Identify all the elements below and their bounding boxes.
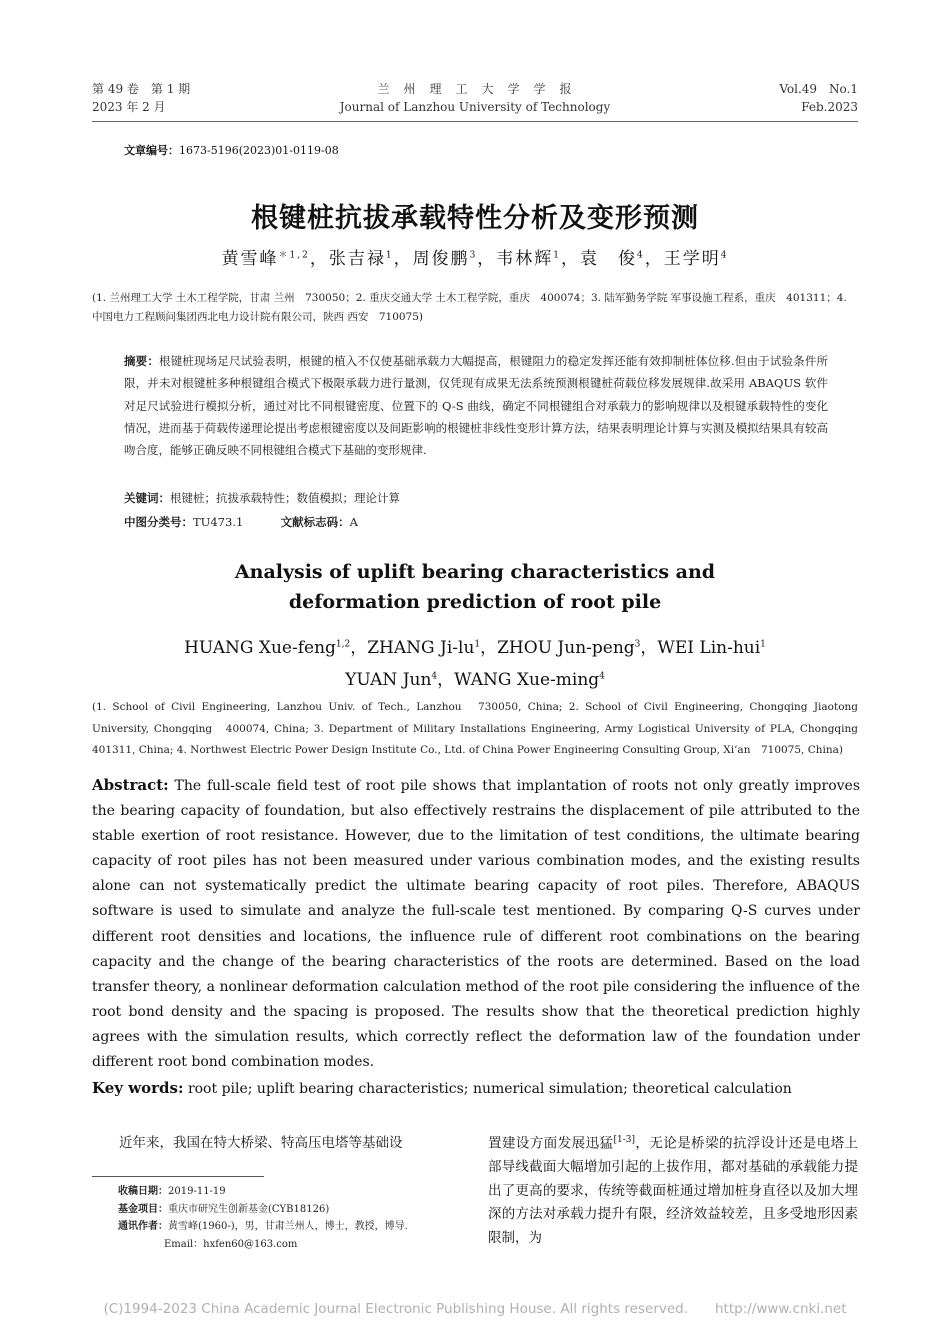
header-right (779, 80, 858, 116)
keywords-cn: 关键词：根键桩；抗拔承载特性；数值模拟；理论计算 (124, 491, 400, 505)
cn-author: 袁 俊$^4$， (580, 249, 664, 269)
cn-author: 王学明$^4$ (663, 249, 729, 269)
en-author: HUANG Xue-feng$^{1,2}$， (184, 637, 368, 658)
en-author: ZHOU Jun-peng$^3$， (497, 637, 658, 658)
keywords-en: Key words: root pile; uplift bearing characteristics; numerical simulation; theoretical calculation (92, 1079, 792, 1097)
en-author: WANG Xue-ming$^4$ (454, 670, 605, 691)
cn-author: 张吉禄$^1$， (328, 249, 413, 269)
title-en: Analysis of uplift bearing characteristics and deformation prediction of root pile (234, 561, 716, 613)
received-date: 收稿日期：2019-11-19 (118, 1186, 226, 1197)
citation[interactable]: [1-3] (613, 1135, 635, 1145)
author-email[interactable]: Email：hxfen60@163.com (164, 1238, 298, 1250)
article-number: 文章编号：1673-5196(2023)01-0119-08 (124, 144, 339, 157)
abstract-en: Abstract: The full-scale field test of root pile shows that implantation of roots not only greatly improves the bearing capacity of foundation, but also effectively restrains the displacement of pile attributed to the stable exertion of root resistance. However, due to the limitation of test conditions, the ultimate bearing capacity of root piles has not been measured under various combination modes, and the existing results alone can not systematically predict the ultimate bearing capacity of root piles. Therefore, ABAQUS software is used to simulate and analyze the full-scale test mentioned. By comparing Q-S curves under different root densities and locations, the influence rule of different root combinations on the bearing capacity and the change of the bearing characteristics of the roots are determined. Based on the load transfer theory, a nonlinear deformation calculation method of the root pile considering the influence of the root bond density and the spacing is proposed. The results show that the theoretical prediction highly agrees with the simulation results, which correctly reflect the deformation law of the foundation under different root bond combination modes. (92, 776, 860, 1071)
authors-cn (0, 244, 950, 269)
copyright-notice: (C)1994-2023 China Academic Journal Electronic Publishing House. All rights reserved. http://www.cnki.net (103, 1301, 847, 1317)
volume-issue: 第 49 卷 第 1 期 (92, 82, 191, 96)
cn-author: 黄雪峰$^{*1,2}$， (221, 249, 329, 269)
journal-name-cn: 兰 州 理 工 大 学 学 报 (377, 82, 573, 96)
abstract-cn: 摘要：根键桩现场足尺试验表明，根键的植入不仅使基础承载力大幅提高，根键阻力的稳定发挥还能有效抑制桩体位移.但由于试验条件所限，并未对根键桩多种根键组合模式下极限承载力进行量测，仅凭现有成果无法系统预测根键桩荷载位移发展规律.故采用 ABAQUS 软件对足尺试验进行模拟分析，通过对比不同根键密度、位置下的 Q-S 曲线，确定不同根键组合对承载力的影响规律以及根键承载特性的变化情况，进而基于荷载传递理论提出考虑根键密度以及间距影响的根键桩非线性变形计算方法，结果表明理论计算与实测及模拟结果具有较高吻合度，能够正确反映不同根键组合模式下基础的变形规律. (124, 354, 829, 458)
fund: 基金项目：重庆市研究生创新基金(CYB18126) (118, 1203, 330, 1215)
affiliations-cn: (1. 兰州理工大学 土木工程学院，甘肃 兰州 730050；2. 重庆交通大学 土木工程学院，重庆 400074；3. 陆军勤务学院 军事设施工程系，重庆 401311；4. 中国电力工程顾问集团西北电力设计院有限公司，陕西 西安 710075) (92, 292, 847, 323)
cn-author: 周俊鹏$^3$， (412, 249, 497, 269)
journal-name-en: Journal of Lanzhou University of Technology (339, 100, 611, 114)
affiliations-en: (1. School of Civil Engineering, Lanzhou Univ. of Tech., Lanzhou 730050, China; 2. School of Civil Engineering, Chongqing Jiaotong University, Chongqing 400074, China; 3. Department of Military Installations Engineering, Army Logistical University of PLA, Chongqing 401311, China; 4. Northwest Electric Power Design Institute Co., Ltd. of China Power Engineering Consulting Group, Xi’an 710075, China) (92, 701, 858, 756)
issue-date: 2023 年 2 月 (92, 100, 166, 114)
volume-issue-en: Vol.49 No.1 (779, 82, 858, 96)
authors-en (0, 630, 950, 695)
en-author: WEI Lin-hui$^1$ (657, 637, 766, 658)
en-author: YUAN Jun$^4$， (345, 670, 455, 691)
en-author: ZHANG $Ji-lu^1$， (367, 637, 498, 658)
footnote-rule (92, 1176, 264, 1177)
corresponding-author: 通讯作者：黄雪峰(1960-)，男，甘肃兰州人，博士，教授，博导. (118, 1221, 408, 1232)
footnotes (118, 1183, 458, 1253)
cn-author: 韦林辉$^1$， (496, 249, 581, 269)
issue-date-en: Feb.2023 (801, 100, 858, 114)
body-right-column: 置建设方面发展迅猛[1-3]，无论是桥梁的抗浮设计还是电塔上部导线截面大幅增加引起的上拔作用，都对基础的承载能力提出了更高的要求，传统等截面桩通过增加桩身直径以及加大埋深的方法对承载力提升有限，经济效益较差，且多受地形因素限制，为 (488, 1135, 859, 1246)
header-rule (92, 121, 858, 122)
classification: 中图分类号：TU473.1 文献标志码：A (124, 515, 358, 529)
title-cn: 根键桩抗拔承载特性分析及变形预测 (251, 203, 699, 234)
body-left-column: 近年来，我国在特大桥梁、特高压电塔等基础设 (92, 1135, 403, 1151)
